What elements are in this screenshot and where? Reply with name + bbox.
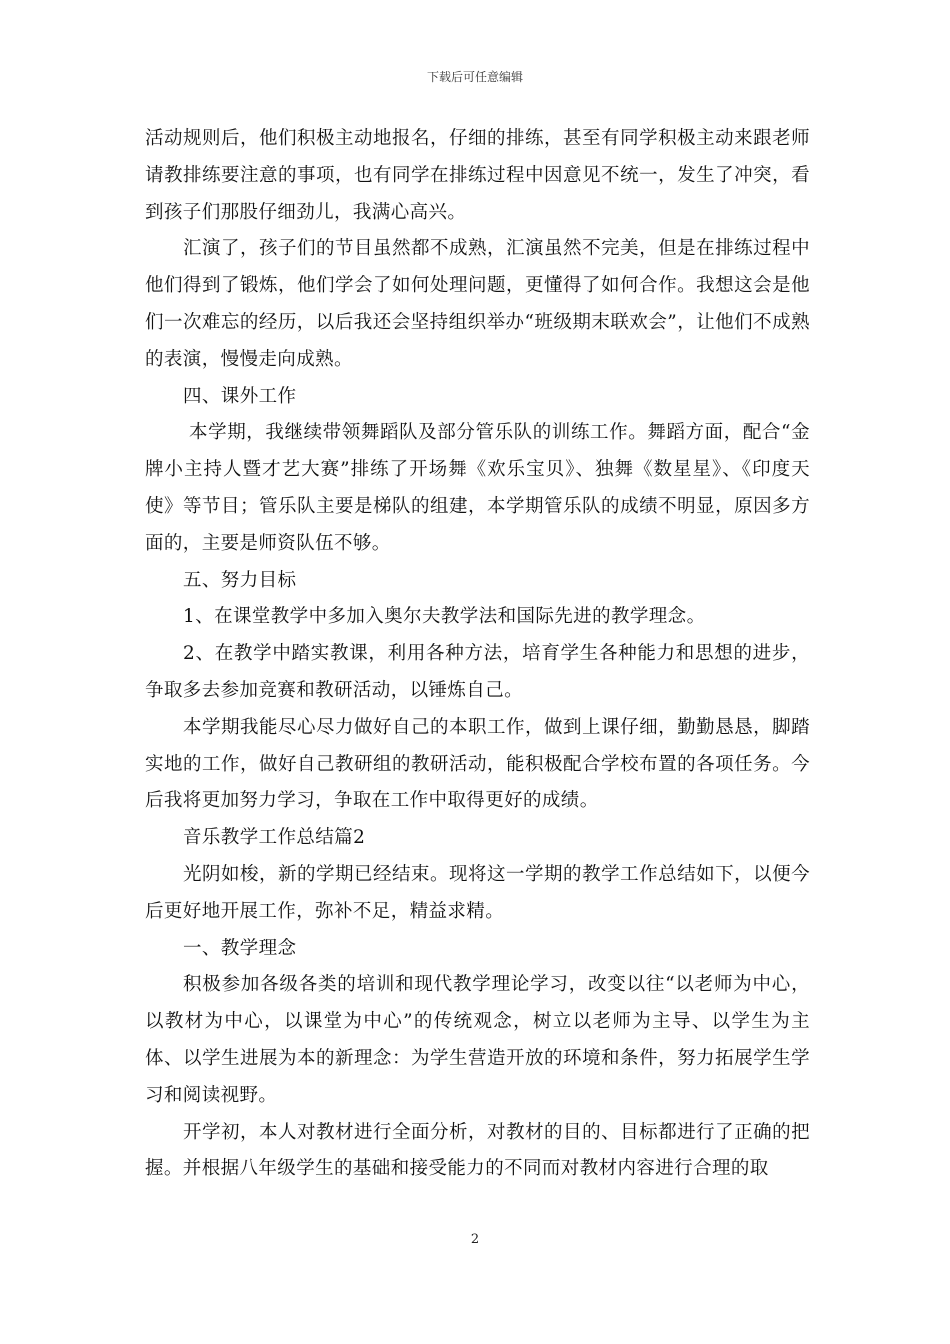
paragraph-extracurricular: 本学期，我继续带领舞蹈队及部分管乐队的训练工作。舞蹈方面，配合“金牌小主持人暨才艺大赛”排练了开场舞《欢乐宝贝》、独舞《数星星》、《印度天使》等节目；管乐队主要是梯队的组建，本学期管乐队的成绩不明显，原因多方面的，主要是师资队伍不够。 (145, 422, 810, 554)
page-header: 下载后可任意编辑 (426, 70, 523, 84)
section-heading-extracurricular: 四、课外工作 (183, 385, 297, 407)
paragraph-conclusion: 本学期我能尽心尽力做好自己的本职工作，做到上课仔细，勤勤恳恳，脚踏实地的工作，做好自己教研组的教研活动，能积极配合学校布置的各项任务。今后我将更加努力学习，争取在工作中取得更好的成绩。 (145, 716, 810, 812)
paragraph-activity-rules: 活动规则后，他们积极主动地报名，仔细的排练，甚至有同学积极主动来跟老师请教排练要注意的事项，也有同学在排练过程中因意见不统一，发生了冲突，看到孩子们那股仔细劲儿，我满心高兴。 (145, 128, 810, 223)
paragraph-semester-start: 开学初，本人对教材进行全面分析，对教材的目的、目标都进行了正确的把握。并根据八年级学生的基础和接受能力的不同而对教材内容进行合理的取 (145, 1121, 810, 1180)
section-heading-teaching-philosophy: 一、教学理念 (183, 937, 297, 959)
section-heading-goals: 五、努力目标 (183, 569, 297, 591)
paragraph-performance: 汇演了，孩子们的节目虽然都不成熟，汇演虽然不完美，但是在排练过程中他们得到了锻炼，他们学会了如何处理问题，更懂得了如何合作。我想这会是他们一次难忘的经历，以后我还会坚持组织举办“班级期末联欢会”，让他们不成熟的表演，慢慢走向成熟。 (145, 238, 810, 370)
goal-item-2: 2、在教学中踏实教课，利用各种方法，培育学生各种能力和思想的进步，争取多去参加竞赛和教研活动，以锤炼自己。 (145, 643, 810, 701)
document-body (145, 121, 810, 1188)
paragraph-teaching-philosophy: 积极参加各级各类的培训和现代教学理论学习，改变以往“以老师为中心，以教材为中心，以课堂为中心”的传统观念，树立以老师为主导、以学生为主体、以学生进展为本的新理念：为学生营造开放的环境和条件，努力拓展学生学习和阅读视野。 (145, 974, 810, 1106)
page-number: 2 (470, 1232, 480, 1247)
article-title-2: 音乐教学工作总结篇2 (183, 827, 366, 849)
paragraph-intro-2: 光阴如梭，新的学期已经结束。现将这一学期的教学工作总结如下，以便今后更好地开展工作，弥补不足，精益求精。 (145, 863, 810, 922)
goal-item-1: 1、在课堂教学中多加入奥尔夫教学法和国际先进的教学理念。 (183, 606, 706, 628)
